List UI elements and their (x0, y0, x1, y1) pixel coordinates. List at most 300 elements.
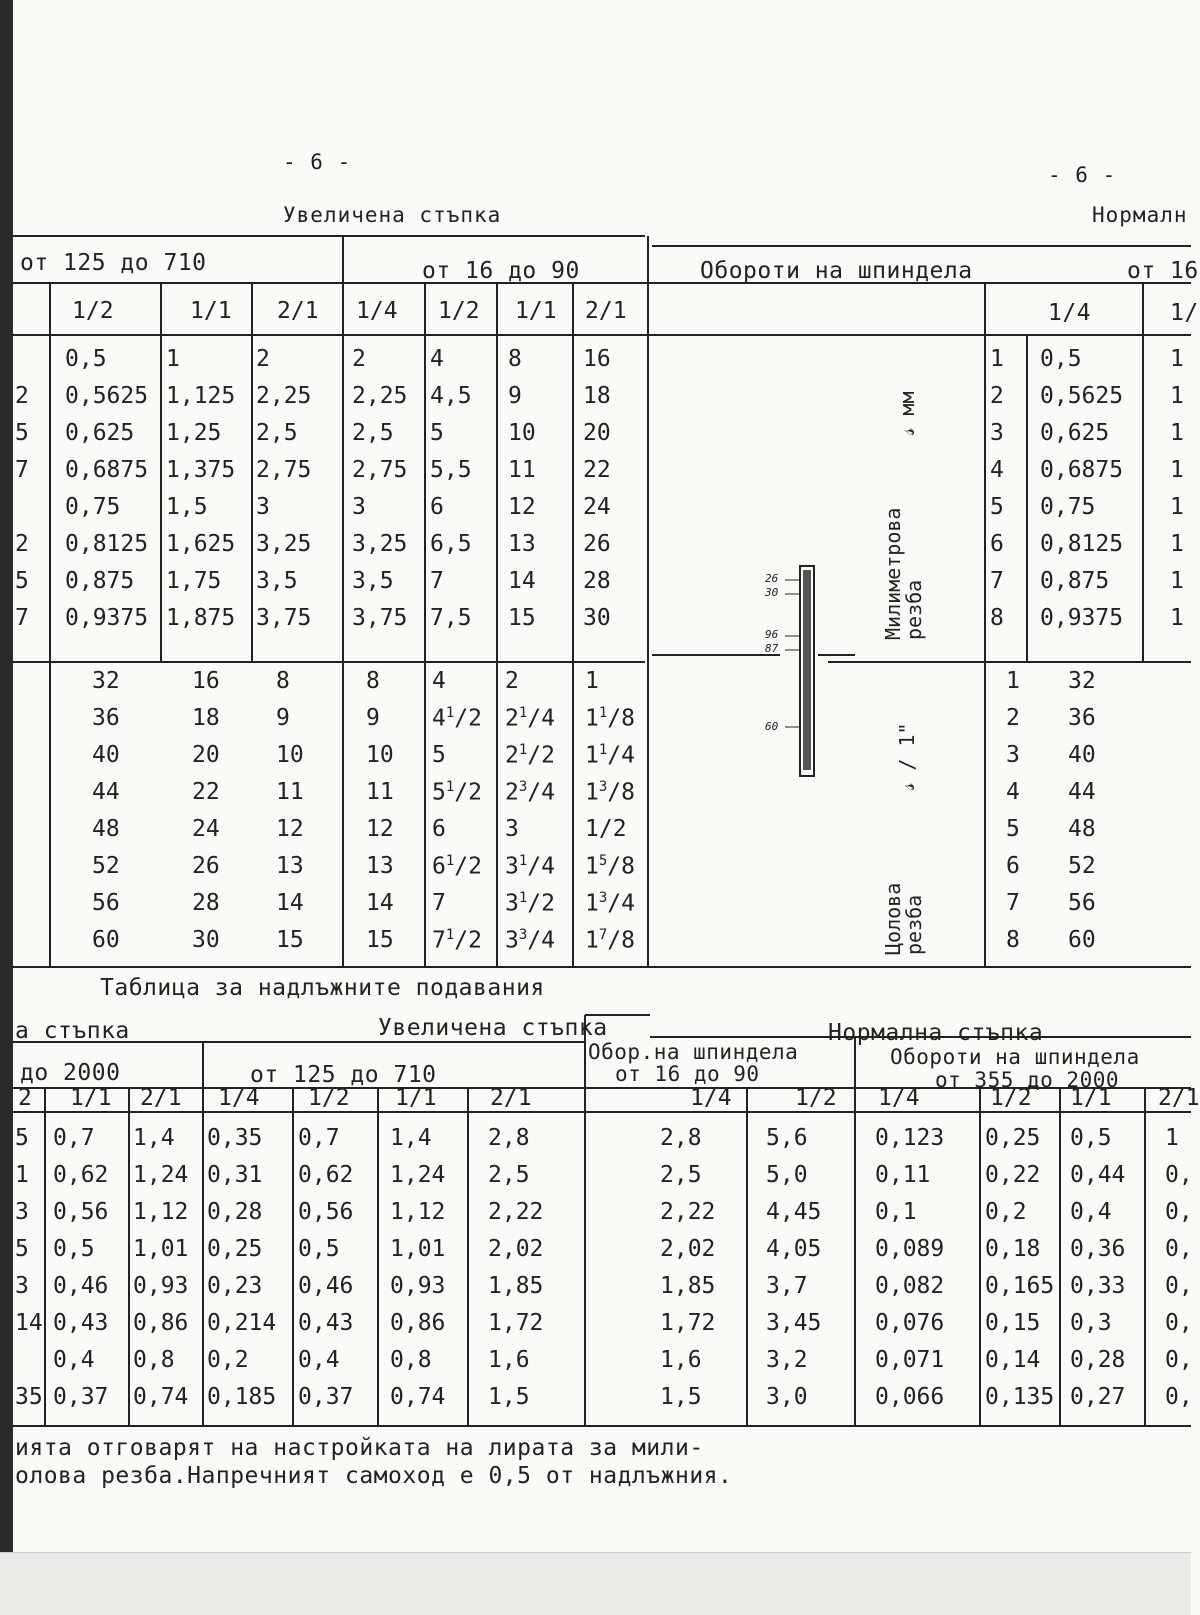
inch-cell: 9 (366, 705, 380, 731)
inch-cell: 14 (276, 890, 304, 916)
mm-cell: 3,5 (256, 568, 298, 594)
feed-cell: 1,85 (660, 1273, 716, 1299)
feed-edge-digit: 5 (15, 1236, 29, 1262)
mm-cell: 0,8125 (65, 531, 149, 557)
scale-label: 26 (765, 572, 779, 585)
inch-right-cell: 5 (1006, 816, 1020, 842)
inch-cell: 28 (192, 890, 220, 916)
feed-column-header: 1/1 (70, 1085, 112, 1111)
feed-cell: 0,43 (53, 1310, 109, 1336)
feed-cell: 0,86 (390, 1310, 446, 1336)
feed-cell: 0,28 (1070, 1347, 1126, 1373)
mm-cell: 20 (583, 420, 611, 446)
feed-column-header: 1/1 (1070, 1085, 1112, 1111)
inch-symbol-text: 𝓈 / 1" (895, 722, 919, 790)
feed-cell: 0,4 (1070, 1199, 1112, 1225)
inch-cell: 8 (276, 668, 290, 694)
mm-cell: 2,75 (256, 457, 312, 483)
inch-right-cell: 48 (1068, 816, 1096, 842)
feed-cell: 3,2 (766, 1347, 808, 1373)
feed-cell: 0,5 (298, 1236, 340, 1262)
feed-edge-digit: 35 (15, 1384, 43, 1410)
inch-cell: $1^1/8$ (585, 705, 635, 732)
inch-thread-label-line2: резба (902, 894, 926, 955)
inch-cell: 2 (505, 668, 519, 694)
feed-cell: 3,0 (766, 1384, 808, 1410)
mm-right-cell: 1 (1170, 346, 1184, 372)
feed-cell: 0,56 (53, 1199, 109, 1225)
mm-cell: 3,5 (352, 568, 394, 594)
mm-right-cell: 8 (990, 605, 1004, 631)
feed-cell: 0,44 (1070, 1162, 1126, 1188)
mm-symbol-text: 𝓈 мм (895, 391, 919, 435)
feed-cell: 0,14 (985, 1347, 1041, 1373)
inch-cell: 16 (192, 668, 220, 694)
feed-cell: 1,24 (390, 1162, 446, 1188)
mm-right-cell: 0,8125 (1040, 531, 1124, 557)
feed-cell: 0, (1165, 1347, 1193, 1373)
feed-cell: 2,02 (660, 1236, 716, 1262)
feed-column-header: 2/1 (1158, 1085, 1200, 1111)
feed-group-3-label-2: от 16 до 90 (615, 1062, 760, 1086)
feed-cell: 1,5 (660, 1384, 702, 1410)
feed-column-header: 1/2 (308, 1085, 350, 1111)
mm-right-cell: 1 (1170, 531, 1184, 557)
mm-cell: 22 (583, 457, 611, 483)
inch-cell: $1^7/8$ (585, 927, 635, 954)
inch-cell: 30 (192, 927, 220, 953)
inch-right-cell: 60 (1068, 927, 1096, 953)
feed-cell: 2,5 (488, 1162, 530, 1188)
feed-cell: 1,24 (133, 1162, 189, 1188)
feed-column-header: 1/1 (395, 1085, 437, 1111)
mm-cell: 0,875 (65, 568, 135, 594)
inch-cell: $6^1/2$ (432, 853, 482, 880)
feed-cell: 0,74 (390, 1384, 446, 1410)
mm-cell: 2,5 (352, 420, 394, 446)
inch-cell: 8 (366, 668, 380, 694)
inch-cell: 36 (92, 705, 120, 731)
feed-cell: 0,165 (985, 1273, 1055, 1299)
edge-digit: 2 (15, 531, 29, 557)
mm-cell: 15 (508, 605, 536, 631)
inch-cell: $1^1/4$ (585, 742, 635, 769)
inch-cell: 15 (276, 927, 304, 953)
mm-cell: 10 (508, 420, 536, 446)
mm-right-cell: 1 (1170, 457, 1184, 483)
inch-cell: 18 (192, 705, 220, 731)
mm-symbol (895, 375, 925, 435)
feed-cell: 0,082 (875, 1273, 945, 1299)
mm-cell: 3,75 (256, 605, 312, 631)
mm-cell: 1,75 (166, 568, 222, 594)
feed-cell: 0,62 (298, 1162, 354, 1188)
column-head-1-4: 1/4 (1048, 300, 1092, 326)
feed-cell: 0,18 (985, 1236, 1041, 1262)
feed-cell: 0,185 (207, 1384, 277, 1410)
inch-cell: 7 (432, 890, 446, 916)
inch-right-cell: 3 (1006, 742, 1020, 768)
inch-right-cell: 4 (1006, 779, 1020, 805)
feed-cell: 0,23 (207, 1273, 263, 1299)
mm-cell: 1,5 (166, 494, 208, 520)
inch-cell: $2^3/4$ (505, 779, 555, 806)
feed-edge-digit: 5 (15, 1125, 29, 1151)
inch-cell: 1 (585, 668, 599, 694)
feed-cell: 0,123 (875, 1125, 945, 1151)
mm-right-cell: 0,5 (1040, 346, 1082, 372)
inch-right-cell: 52 (1068, 853, 1096, 879)
feed-cell: 0,8 (390, 1347, 432, 1373)
edge-digit: 7 (15, 605, 29, 631)
edge-digit: 2 (15, 383, 29, 409)
mm-cell: 5,5 (430, 457, 472, 483)
feed-cell: 0,28 (207, 1199, 263, 1225)
mm-cell: 6,5 (430, 531, 472, 557)
feed-cell: 2,02 (488, 1236, 544, 1262)
feed-group-4-label-2: от 355 до 2000 (935, 1068, 1120, 1092)
inch-cell: $1^5/8$ (585, 853, 635, 880)
footnote-line-2: олова резба.Напречният самоход е 0,5 от надлъжния. (15, 1463, 733, 1489)
feed-cell: 1,5 (488, 1384, 530, 1410)
inch-cell: 13 (366, 853, 394, 879)
feed-cell: 2,5 (660, 1162, 702, 1188)
inch-cell: $3^3/4$ (505, 927, 555, 954)
feed-column-header: 2 (18, 1085, 32, 1111)
feed-cell: 0,7 (298, 1125, 340, 1151)
mm-cell: 3 (256, 494, 270, 520)
mm-thread-label (881, 470, 926, 640)
mm-cell: 30 (583, 605, 611, 631)
feed-edge-digit: 1 (15, 1162, 29, 1188)
mm-right-cell: 0,5625 (1040, 383, 1124, 409)
mm-right-cell: 0,6875 (1040, 457, 1124, 483)
inch-cell: 24 (192, 816, 220, 842)
column-head-partial: 1/ (1170, 300, 1199, 326)
feed-cell: 0,1 (875, 1199, 917, 1225)
feed-cell: 1,85 (488, 1273, 544, 1299)
mm-right-cell: 0,625 (1040, 420, 1110, 446)
feed-cell: 5,6 (766, 1125, 808, 1151)
mm-thread-label-line2: резба (902, 579, 926, 640)
feed-cell: 0,62 (53, 1162, 109, 1188)
feed-group-4-label-1: Обороти на шпиндела (890, 1045, 1140, 1069)
feed-cell: 0,37 (298, 1384, 354, 1410)
mm-cell: 3,25 (256, 531, 312, 557)
mm-cell: 26 (583, 531, 611, 557)
scale-label: 87 (765, 642, 779, 655)
column-header: 1/1 (515, 298, 557, 324)
feed-left-title: а стъпка (15, 1018, 130, 1044)
feed-cell: 4,45 (766, 1199, 822, 1225)
feed-cell: 0,11 (875, 1162, 931, 1188)
feed-edge-digit: 3 (15, 1273, 29, 1299)
feed-cell: 0,135 (985, 1384, 1055, 1410)
inch-right-cell: 36 (1068, 705, 1096, 731)
mm-cell: 1 (166, 346, 180, 372)
feed-cell: 0,86 (133, 1310, 189, 1336)
feed-cell: 3,45 (766, 1310, 822, 1336)
inch-cell: $2^1/2$ (505, 742, 555, 769)
feed-cell: 0, (1165, 1273, 1193, 1299)
feed-cell: 0,25 (985, 1125, 1041, 1151)
page-number-right: - 6 - (1048, 163, 1117, 187)
mm-cell: 13 (508, 531, 536, 557)
inch-right-cell: 6 (1006, 853, 1020, 879)
mm-right-cell: 0,75 (1040, 494, 1096, 520)
mm-cell: 0,9375 (65, 605, 149, 631)
feed-cell: 1,6 (660, 1347, 702, 1373)
feed-cell: 0,3 (1070, 1310, 1112, 1336)
feed-cell: 0,7 (53, 1125, 95, 1151)
footnote-line-1: ията отговарят на настройката на лирата за мили- (15, 1435, 704, 1461)
inch-right-cell: 8 (1006, 927, 1020, 953)
feed-cell: 0,5 (53, 1236, 95, 1262)
inch-cell: 13 (276, 853, 304, 879)
mm-right-cell: 7 (990, 568, 1004, 594)
mm-cell: 2,25 (256, 383, 312, 409)
mm-cell: 0,6875 (65, 457, 149, 483)
group-label-125-710: от 125 до 710 (20, 250, 207, 276)
page-number-left: - 6 - (283, 150, 352, 174)
inch-cell: $7^1/2$ (432, 927, 482, 954)
feed-cell: 0,74 (133, 1384, 189, 1410)
mm-cell: 0,75 (65, 494, 121, 520)
feed-cell: 1,72 (488, 1310, 544, 1336)
inch-cell: 12 (366, 816, 394, 842)
mm-cell: 9 (508, 383, 522, 409)
feed-cell: 0,4 (298, 1347, 340, 1373)
feed-cell: 0,066 (875, 1384, 945, 1410)
feed-cell: 0, (1165, 1236, 1193, 1262)
inch-cell: 4 (432, 668, 446, 694)
feed-column-header: 1/2 (795, 1085, 837, 1111)
mm-cell: 18 (583, 383, 611, 409)
feed-cell: 5,0 (766, 1162, 808, 1188)
inch-cell: 3 (505, 816, 519, 842)
feed-cell: 3,7 (766, 1273, 808, 1299)
column-header: 2/1 (585, 298, 627, 324)
inch-cell: 15 (366, 927, 394, 953)
feed-cell: 0,15 (985, 1310, 1041, 1336)
feed-right-title: Нормална стъпка (828, 1020, 1044, 1046)
feed-cell: 0, (1165, 1162, 1193, 1188)
inch-right-cell: 7 (1006, 890, 1020, 916)
feed-cell: 2,8 (488, 1125, 530, 1151)
column-header: 1/2 (72, 298, 114, 324)
inch-cell: 32 (92, 668, 120, 694)
spindle-range-label: от 16 (1127, 258, 1199, 284)
inch-cell: 26 (192, 853, 220, 879)
feed-cell: 0,56 (298, 1199, 354, 1225)
feed-mid-title: Увеличена стъпка (378, 1015, 608, 1041)
inch-cell: 14 (366, 890, 394, 916)
feed-cell: 2,22 (660, 1199, 716, 1225)
inch-cell: 20 (192, 742, 220, 768)
feed-cell: 0,46 (53, 1273, 109, 1299)
feed-cell: 0,089 (875, 1236, 945, 1262)
feed-cell: 0,8 (133, 1347, 175, 1373)
feed-cell: 0,25 (207, 1236, 263, 1262)
mm-cell: 0,5625 (65, 383, 149, 409)
mm-cell: 2,75 (352, 457, 408, 483)
mm-cell: 2 (256, 346, 270, 372)
edge-digit: 5 (15, 568, 29, 594)
mm-right-cell: 1 (1170, 605, 1184, 631)
feed-cell: 2,22 (488, 1199, 544, 1225)
mm-right-cell: 1 (1170, 383, 1184, 409)
inch-cell: 1/2 (585, 816, 627, 842)
mm-cell: 1,375 (166, 457, 236, 483)
inch-cell: 12 (276, 816, 304, 842)
inch-cell: 44 (92, 779, 120, 805)
mm-right-cell: 1 (990, 346, 1004, 372)
feed-cell: 4,05 (766, 1236, 822, 1262)
mm-cell: 1,625 (166, 531, 236, 557)
mm-cell: 16 (583, 346, 611, 372)
mm-cell: 1,125 (166, 383, 236, 409)
feed-cell: 0,35 (207, 1125, 263, 1151)
scale-label: 60 (765, 720, 779, 733)
inch-cell: 56 (92, 890, 120, 916)
feed-column-header: 2/1 (490, 1085, 532, 1111)
feed-cell: 0,214 (207, 1310, 277, 1336)
feed-cell: 0, (1165, 1384, 1193, 1410)
feed-cell: 1,4 (133, 1125, 175, 1151)
mm-cell: 0,625 (65, 420, 135, 446)
feed-column-header: 2/1 (140, 1085, 182, 1111)
feed-cell: 1 (1165, 1125, 1179, 1151)
feed-cell: 0,93 (390, 1273, 446, 1299)
inch-right-cell: 44 (1068, 779, 1096, 805)
inch-right-cell: 56 (1068, 890, 1096, 916)
inch-cell: 60 (92, 927, 120, 953)
inch-cell: 10 (366, 742, 394, 768)
edge-digit: 7 (15, 457, 29, 483)
mm-right-cell: 6 (990, 531, 1004, 557)
feed-column-header: 1/2 (990, 1085, 1032, 1111)
title-left: Увеличена стъпка (283, 203, 502, 227)
column-header: 1/2 (438, 298, 480, 324)
feed-table-title: Таблица за надлъжните подавания (100, 975, 545, 1001)
mm-cell: 7 (430, 568, 444, 594)
mm-cell: 12 (508, 494, 536, 520)
inch-right-cell: 1 (1006, 668, 1020, 694)
inch-cell: $5^1/2$ (432, 779, 482, 806)
mm-right-cell: 3 (990, 420, 1004, 446)
inch-cell: 11 (276, 779, 304, 805)
feed-cell: 1,4 (390, 1125, 432, 1151)
mm-cell: 0,5 (65, 346, 107, 372)
feed-cell: 0,43 (298, 1310, 354, 1336)
inch-cell: $1^3/4$ (585, 890, 635, 917)
mm-cell: 8 (508, 346, 522, 372)
inch-right-cell: 32 (1068, 668, 1096, 694)
feed-cell: 0,076 (875, 1310, 945, 1336)
mm-cell: 5 (430, 420, 444, 446)
mm-cell: 3,25 (352, 531, 408, 557)
inch-cell: 22 (192, 779, 220, 805)
inch-cell: 11 (366, 779, 394, 805)
feed-cell: 1,72 (660, 1310, 716, 1336)
mm-right-cell: 0,875 (1040, 568, 1110, 594)
scale-label: 96 (765, 628, 779, 641)
mm-thread-label-line1: Милиметрова (881, 507, 905, 640)
mm-right-cell: 1 (1170, 420, 1184, 446)
column-header: 1/4 (356, 298, 398, 324)
feed-group-3-label-1: Обор.на шпиндела (588, 1040, 799, 1064)
feed-cell: 0,46 (298, 1273, 354, 1299)
inch-cell: 10 (276, 742, 304, 768)
mm-cell: 1,875 (166, 605, 236, 631)
feed-cell: 0,5 (1070, 1125, 1112, 1151)
feed-cell: 1,01 (390, 1236, 446, 1262)
group-label-16-90: от 16 до 90 (422, 258, 580, 284)
mm-cell: 14 (508, 568, 536, 594)
inch-thread-label (881, 855, 926, 955)
feed-cell: 0,2 (985, 1199, 1027, 1225)
inch-cell: 9 (276, 705, 290, 731)
feed-cell: 0,2 (207, 1347, 249, 1373)
mm-right-cell: 1 (1170, 568, 1184, 594)
mm-right-cell: 1 (1170, 494, 1184, 520)
inch-cell: 48 (92, 816, 120, 842)
inch-cell: 52 (92, 853, 120, 879)
mm-cell: 7,5 (430, 605, 472, 631)
mm-cell: 11 (508, 457, 536, 483)
inch-right-cell: 2 (1006, 705, 1020, 731)
feed-cell: 0, (1165, 1310, 1193, 1336)
feed-cell: 0,37 (53, 1384, 109, 1410)
feed-cell: 0, (1165, 1199, 1193, 1225)
inch-cell: $3^1/4$ (505, 853, 555, 880)
feed-cell: 0,93 (133, 1273, 189, 1299)
feed-group-2-label: от 125 до 710 (250, 1062, 437, 1088)
column-header: 1/1 (190, 298, 232, 324)
feed-cell: 0,22 (985, 1162, 1041, 1188)
mm-cell: 2,5 (256, 420, 298, 446)
inch-cell: 5 (432, 742, 446, 768)
feed-cell: 0,4 (53, 1347, 95, 1373)
inch-cell: $3^1/2$ (505, 890, 555, 917)
feed-cell: 0,36 (1070, 1236, 1126, 1262)
scale-label: 30 (765, 586, 779, 599)
mm-cell: 2,25 (352, 383, 408, 409)
feed-cell: 2,8 (660, 1125, 702, 1151)
feed-cell: 0,31 (207, 1162, 263, 1188)
feed-cell: 0,33 (1070, 1273, 1126, 1299)
inch-cell: 40 (92, 742, 120, 768)
mm-cell: 28 (583, 568, 611, 594)
feed-cell: 1,01 (133, 1236, 189, 1262)
feed-cell: 0,071 (875, 1347, 945, 1373)
inch-cell: $2^1/4$ (505, 705, 555, 732)
feed-column-header: 1/4 (690, 1085, 732, 1111)
feed-edge-digit: 3 (15, 1199, 29, 1225)
mm-cell: 3,75 (352, 605, 408, 631)
inch-symbol (895, 700, 925, 790)
inch-cell: 6 (432, 816, 446, 842)
feed-cell: 1,12 (390, 1199, 446, 1225)
mm-right-cell: 2 (990, 383, 1004, 409)
feed-edge-digit: 14 (15, 1310, 43, 1336)
mm-right-cell: 0,9375 (1040, 605, 1124, 631)
edge-digit: 5 (15, 420, 29, 446)
title-right: Нормалн (1092, 203, 1188, 227)
spindle-label: Обороти на шпиндела (700, 258, 973, 284)
inch-right-cell: 40 (1068, 742, 1096, 768)
feed-cell: 1,12 (133, 1199, 189, 1225)
